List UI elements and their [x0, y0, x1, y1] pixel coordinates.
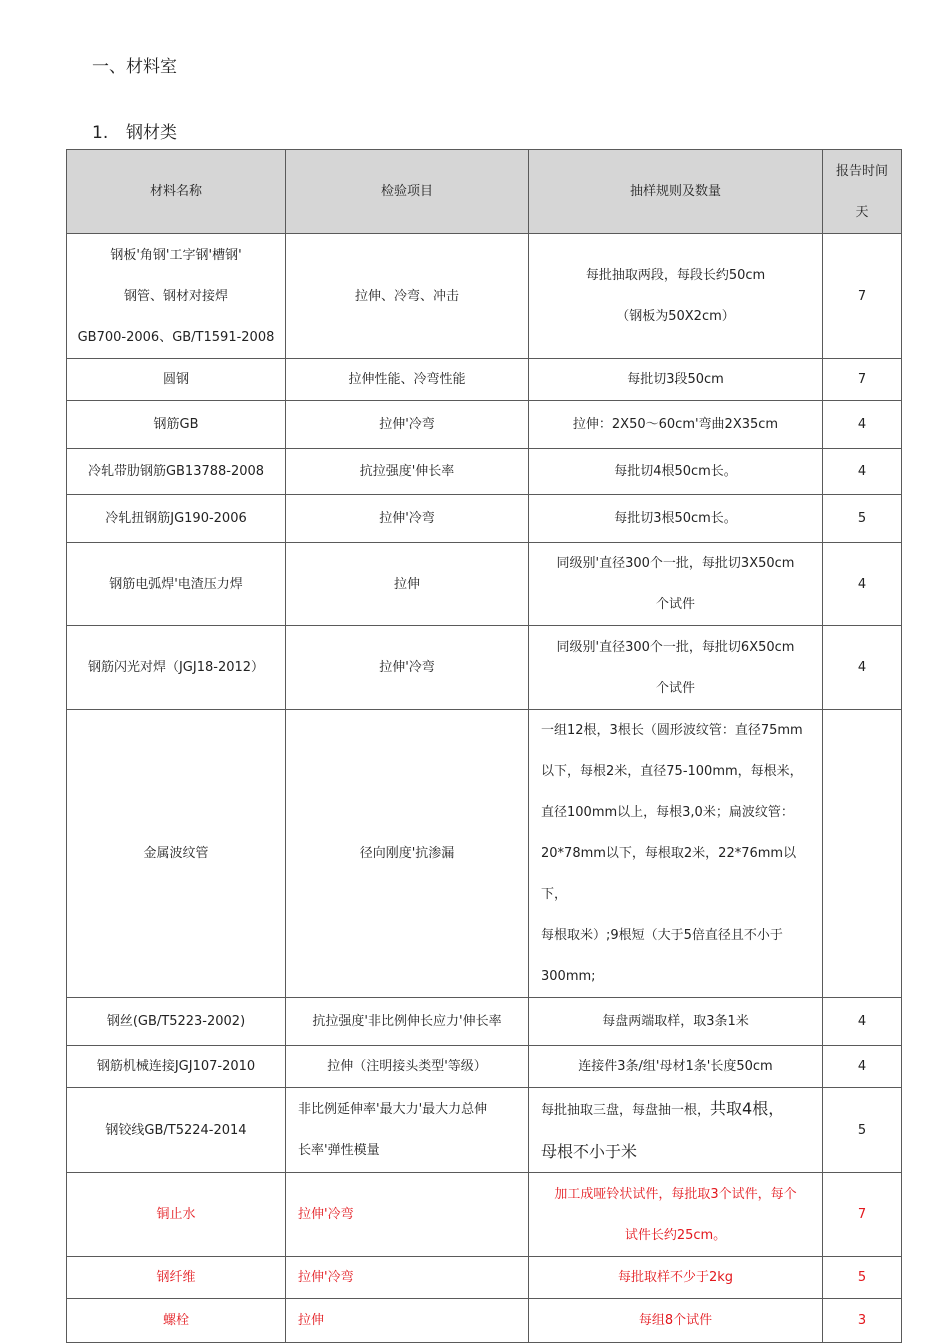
report-days-cell: 7: [823, 1173, 902, 1257]
report-days-cell: 4: [823, 401, 902, 449]
sampling-cell: 每批取样不少于2kg: [529, 1257, 823, 1299]
table-row: [67, 543, 902, 626]
report-days-cell: 4: [823, 626, 902, 710]
report-days-cell: 7: [823, 234, 902, 359]
report-days-cell: 5: [823, 1257, 902, 1299]
sampling-cell: 每批切4根50cm长。: [529, 449, 823, 495]
test-items-cell: 拉伸'冷弯: [286, 495, 529, 543]
test-items-cell: 拉伸'冷弯: [286, 626, 529, 710]
header-test-items: 检验项目: [286, 150, 529, 234]
test-items-cell: 拉伸'冷弯: [286, 1257, 529, 1299]
table-row: [67, 359, 902, 401]
sampling-cell: 每盘两端取样，取3条1米: [529, 998, 823, 1046]
report-days-cell: 4: [823, 543, 902, 626]
table-row: [67, 1046, 902, 1088]
steel-materials-table: [66, 149, 902, 1343]
table-row: [67, 1257, 902, 1299]
report-days-cell: 4: [823, 1046, 902, 1088]
material-name-cell: 金属波纹管: [67, 710, 286, 998]
sampling-cell: 每批抽取两段，每段长约50cm （钢板为50X2cm）: [529, 234, 823, 359]
test-items-cell: 拉伸性能、冷弯性能: [286, 359, 529, 401]
material-name-cell: 螺栓: [67, 1299, 286, 1343]
table-row: [67, 1173, 902, 1257]
test-items-cell: 拉伸: [286, 1299, 529, 1343]
report-days-cell: 3: [823, 1299, 902, 1343]
material-name-cell: 铜止水: [67, 1173, 286, 1257]
table-row: [67, 710, 902, 998]
header-material-name: 材料名称: [67, 150, 286, 234]
material-name-cell: 钢筋闪光对焊（JGJ18-2012）: [67, 626, 286, 710]
report-days-cell: 7: [823, 359, 902, 401]
sampling-cell: 连接件3条/组'母材1条'长度50cm: [529, 1046, 823, 1088]
sampling-cell: 同级别'直径300个一批，每批切3X50cm 个试件: [529, 543, 823, 626]
material-name-cell: 冷轧扭钢筋JG190-2006: [67, 495, 286, 543]
sampling-cell: 同级别'直径300个一批，每批切6X50cm 个试件: [529, 626, 823, 710]
table-row: [67, 1299, 902, 1343]
material-name-cell: 钢丝(GB/T5223-2002): [67, 998, 286, 1046]
report-days-cell: 5: [823, 495, 902, 543]
table-row: [67, 234, 902, 359]
section-title: 一、材料室: [92, 57, 177, 77]
sampling-cell: 每批切3段50cm: [529, 359, 823, 401]
table-row: [67, 401, 902, 449]
test-items-cell: 拉伸: [286, 543, 529, 626]
material-name-cell: 钢纤维: [67, 1257, 286, 1299]
test-items-cell: 拉伸、冷弯、冲击: [286, 234, 529, 359]
subsection-heading: [92, 118, 177, 143]
report-days-cell: 4: [823, 998, 902, 1046]
header-sampling-rules: 抽样规则及数量: [529, 150, 823, 234]
material-name-cell: 钢筋机械连接JGJ107-2010: [67, 1046, 286, 1088]
report-days-cell: 4: [823, 449, 902, 495]
subsection-title: 钢材类: [126, 123, 177, 143]
header-report-time: 报告时间 天: [823, 150, 902, 234]
test-items-cell: 径向刚度'抗渗漏: [286, 710, 529, 998]
report-days-cell: 5: [823, 1088, 902, 1173]
material-name-cell: 钢铰线GB/T5224-2014: [67, 1088, 286, 1173]
sampling-cell: 每批切3根50cm长。: [529, 495, 823, 543]
subsection-number: 1.: [92, 123, 109, 143]
table-row: [67, 998, 902, 1046]
table-row: [67, 626, 902, 710]
report-days-cell: [823, 710, 902, 998]
sampling-cell: 加工成哑铃状试件，每批取3个试件，每个 试件长约25cm。: [529, 1173, 823, 1257]
test-items-cell: 拉伸'冷弯: [286, 401, 529, 449]
test-items-cell: 抗拉强度'非比例伸长应力'伸长率: [286, 998, 529, 1046]
table-row: [67, 1088, 902, 1173]
material-name-cell: 圆钢: [67, 359, 286, 401]
material-name-cell: 钢板'角钢'工字钢'槽钢' 钢管、钢材对接焊 GB700-2006、GB/T1591-2008: [67, 234, 286, 359]
table-row: [67, 495, 902, 543]
test-items-cell: 拉伸（注明接头类型'等级）: [286, 1046, 529, 1088]
sampling-cell: 每组8个试件: [529, 1299, 823, 1343]
material-name-cell: 钢筋电弧焊'电渣压力焊: [67, 543, 286, 626]
test-items-cell: 抗拉强度'伸长率: [286, 449, 529, 495]
sampling-cell: 每批抽取三盘，每盘抽一根，共取4根， 母根不小于米: [529, 1088, 823, 1173]
material-name-cell: 钢筋GB: [67, 401, 286, 449]
test-items-cell: 非比例延伸率'最大力'最大力总伸 长率'弹性模量: [286, 1088, 529, 1173]
table-row: [67, 449, 902, 495]
material-name-cell: 冷轧带肋钢筋GB13788-2008: [67, 449, 286, 495]
test-items-cell: 拉伸'冷弯: [286, 1173, 529, 1257]
sampling-cell: 拉伸：2X50～60cm'弯曲2X35cm: [529, 401, 823, 449]
sampling-cell: 一组12根，3根长（圆形波纹管：直径75mm 以下，每根2米，直径75-100mm，每根米， 直径100mm以上，每根3,0米；扁波纹管： 20*78mm以下，每根取2米，22*76mm以下， 每根取米）;9根短（大于5倍直径且不小于 300mm;: [529, 710, 823, 998]
